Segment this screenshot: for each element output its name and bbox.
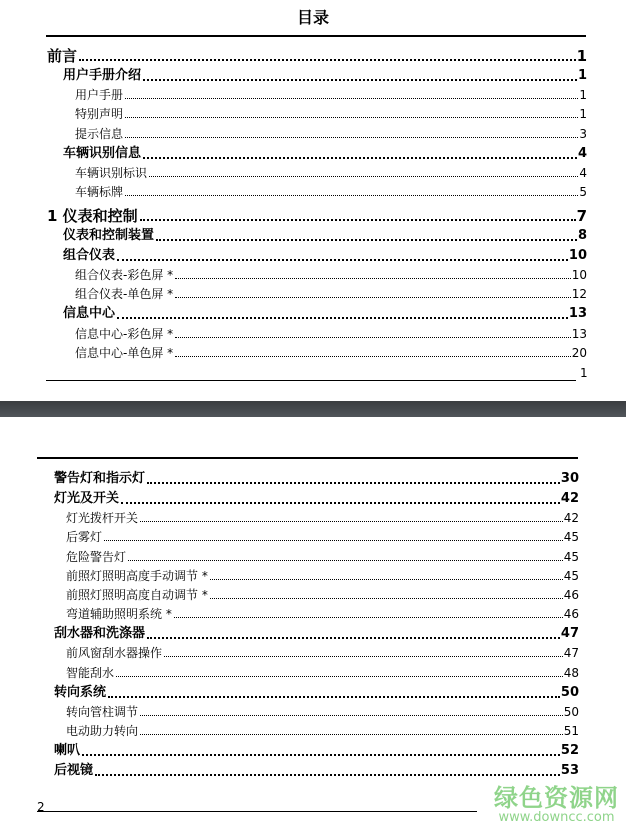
toc-entry-label: 转向系统 — [54, 684, 107, 700]
toc-entry-label: 刮水器和洗涤器 — [54, 626, 146, 642]
toc-entry[interactable] — [47, 181, 587, 200]
toc-entry-label: 前照灯照明高度手动调节 * — [66, 568, 208, 583]
toc-entry-label: 后视镜 — [54, 762, 94, 778]
toc-entry[interactable] — [47, 322, 587, 341]
toc-entry-label: 用户手册 — [75, 88, 124, 103]
toc-entry[interactable] — [47, 142, 587, 162]
toc-entry-page: 20 — [571, 345, 587, 360]
toc-entry-page: 45 — [563, 530, 579, 545]
dot-leader — [125, 137, 578, 138]
toc-entry[interactable] — [54, 545, 579, 564]
toc-entry-label: 转向管柱调节 — [66, 704, 139, 719]
toc-entry-label: 用户手册介绍 — [63, 68, 142, 83]
toc-entry-label: 后雾灯 — [66, 530, 103, 545]
dot-leader — [104, 540, 563, 541]
toc-entry-page: 1 — [577, 68, 587, 83]
toc-entry-page: 13 — [571, 326, 587, 341]
dot-leader — [95, 774, 560, 776]
toc-entry-label: 弯道辅助照明系统 * — [66, 607, 172, 622]
toc-entry-page: 50 — [563, 704, 579, 719]
bottom-rule — [46, 380, 576, 381]
toc-entry[interactable] — [47, 302, 587, 322]
toc-list — [47, 40, 587, 361]
toc-entry-label: 信息中心-彩色屏 * — [75, 326, 174, 341]
toc-entry[interactable] — [54, 681, 579, 701]
toc-entry[interactable] — [47, 40, 587, 64]
toc-entry[interactable] — [47, 122, 587, 141]
toc-entry-label: 组合仪表-彩色屏 * — [75, 268, 174, 283]
toc-entry-page: 42 — [563, 511, 579, 526]
top-rule — [37, 457, 578, 459]
toc-entry-page: 13 — [568, 306, 587, 322]
toc-entry[interactable] — [54, 622, 579, 642]
toc-entry-label: 车辆标牌 — [75, 184, 124, 199]
toc-entry[interactable] — [47, 244, 587, 264]
toc-entry-label: 危险警告灯 — [66, 549, 127, 564]
toc-entry-page: 1 — [576, 47, 587, 65]
dot-leader — [140, 734, 563, 735]
toc-entry-page: 1 — [579, 88, 587, 103]
toc-page-2 — [0, 417, 626, 825]
toc-entry-label: 1 仪表和控制 — [47, 206, 138, 225]
toc-entry[interactable] — [47, 264, 587, 283]
dot-leader — [82, 754, 560, 756]
toc-entry-page: 46 — [563, 607, 579, 622]
toc-entry-page: 7 — [576, 206, 587, 225]
toc-entry[interactable] — [47, 162, 587, 181]
watermark-name: 绿色资源网 — [494, 784, 619, 812]
dot-leader — [140, 219, 576, 221]
toc-entry-page: 48 — [563, 665, 579, 680]
dot-leader — [108, 696, 560, 698]
toc-entry-page: 10 — [568, 247, 587, 263]
toc-entry[interactable] — [47, 200, 587, 224]
dot-leader — [147, 482, 560, 484]
toc-entry-page: 51 — [563, 723, 579, 738]
toc-entry-label: 灯光拨杆开关 — [66, 511, 139, 526]
toc-entry-label: 组合仪表 — [63, 247, 116, 263]
dot-leader — [175, 278, 571, 279]
dot-leader — [117, 317, 568, 319]
dot-leader — [121, 502, 560, 504]
page-number: 1 — [580, 366, 588, 380]
toc-entry[interactable] — [54, 603, 579, 622]
dot-leader — [117, 259, 568, 261]
page-number: 2 — [37, 800, 45, 814]
dot-leader — [149, 176, 578, 177]
toc-entry-page: 4 — [577, 145, 587, 161]
dot-leader — [79, 59, 576, 61]
dot-leader — [140, 715, 563, 716]
toc-entry-page: 46 — [563, 587, 579, 602]
toc-entry-page: 50 — [560, 684, 579, 700]
dot-leader — [143, 157, 577, 159]
toc-entry-label: 警告灯和指示灯 — [54, 471, 146, 486]
toc-entry-label: 喇叭 — [54, 742, 81, 758]
toc-list — [54, 467, 579, 779]
dot-leader — [175, 297, 571, 298]
page-title: 目录 — [296, 8, 329, 27]
toc-entry-page: 47 — [563, 646, 579, 661]
dot-leader — [125, 98, 578, 99]
toc-entry-label: 灯光及开关 — [54, 491, 120, 506]
dot-leader — [128, 560, 563, 561]
toc-entry[interactable] — [54, 526, 579, 545]
toc-entry-label: 信息中心 — [63, 306, 116, 322]
toc-entry-label: 组合仪表-单色屏 * — [75, 287, 174, 302]
toc-entry-page: 45 — [563, 549, 579, 564]
dot-leader — [174, 617, 563, 618]
toc-entry-page: 42 — [560, 491, 579, 506]
dot-leader — [164, 656, 563, 657]
watermark-url: www.downcc.com — [498, 810, 615, 825]
toc-entry-page: 52 — [560, 742, 579, 758]
toc-entry[interactable] — [54, 642, 579, 661]
top-rule — [46, 35, 586, 37]
toc-entry[interactable] — [47, 342, 587, 361]
toc-entry-page: 53 — [560, 762, 579, 778]
dot-leader — [116, 676, 563, 677]
toc-entry-label: 智能刮水 — [66, 665, 115, 680]
toc-entry-page: 4 — [579, 165, 587, 180]
toc-entry-label: 车辆识别信息 — [63, 145, 142, 161]
toc-entry-label: 提示信息 — [75, 126, 124, 141]
toc-entry-label: 仪表和控制装置 — [63, 227, 155, 243]
dot-leader — [147, 637, 560, 639]
toc-entry[interactable] — [47, 103, 587, 122]
toc-entry-page: 1 — [579, 107, 587, 122]
toc-entry-label: 前言 — [47, 47, 78, 65]
toc-entry[interactable] — [54, 661, 579, 680]
toc-entry-label: 前照灯照明高度自动调节 * — [66, 587, 208, 602]
dot-leader — [210, 598, 563, 599]
toc-entry-page: 8 — [577, 227, 587, 243]
toc-entry-label: 前风窗刮水器操作 — [66, 646, 163, 661]
watermark-logo — [494, 785, 619, 825]
toc-entry-label: 特别声明 — [75, 107, 124, 122]
toc-entry-page: 3 — [579, 126, 587, 141]
toc-entry-page: 30 — [560, 471, 579, 486]
toc-entry[interactable] — [47, 64, 587, 84]
toc-entry[interactable] — [54, 720, 579, 739]
toc-entry[interactable] — [47, 84, 587, 103]
toc-entry-label: 信息中心-单色屏 * — [75, 345, 174, 360]
toc-entry-page: 5 — [579, 184, 587, 199]
toc-entry[interactable] — [54, 701, 579, 720]
toc-entry-label: 车辆识别标识 — [75, 165, 148, 180]
toc-entry[interactable] — [54, 565, 579, 584]
toc-entry-page: 10 — [571, 268, 587, 283]
dot-leader — [175, 337, 571, 338]
toc-entry[interactable] — [54, 739, 579, 759]
dot-leader — [175, 356, 571, 357]
toc-entry[interactable] — [54, 487, 579, 507]
toc-entry-page: 47 — [560, 626, 579, 642]
toc-entry[interactable] — [54, 584, 579, 603]
dot-leader — [125, 117, 578, 118]
toc-entry[interactable] — [47, 283, 587, 302]
bottom-rule — [37, 811, 477, 812]
dot-leader — [140, 521, 563, 522]
dot-leader — [210, 579, 563, 580]
dot-leader — [125, 195, 578, 196]
toc-page-1 — [0, 0, 626, 401]
toc-entry[interactable] — [54, 507, 579, 526]
toc-entry[interactable] — [47, 224, 587, 244]
toc-entry-page: 12 — [571, 287, 587, 302]
toc-entry[interactable] — [54, 467, 579, 487]
dot-leader — [156, 239, 577, 241]
toc-entry-label: 电动助力转向 — [66, 723, 139, 738]
toc-entry-page: 45 — [563, 568, 579, 583]
page-separator — [0, 401, 626, 417]
dot-leader — [143, 79, 577, 81]
toc-entry[interactable] — [54, 759, 579, 779]
